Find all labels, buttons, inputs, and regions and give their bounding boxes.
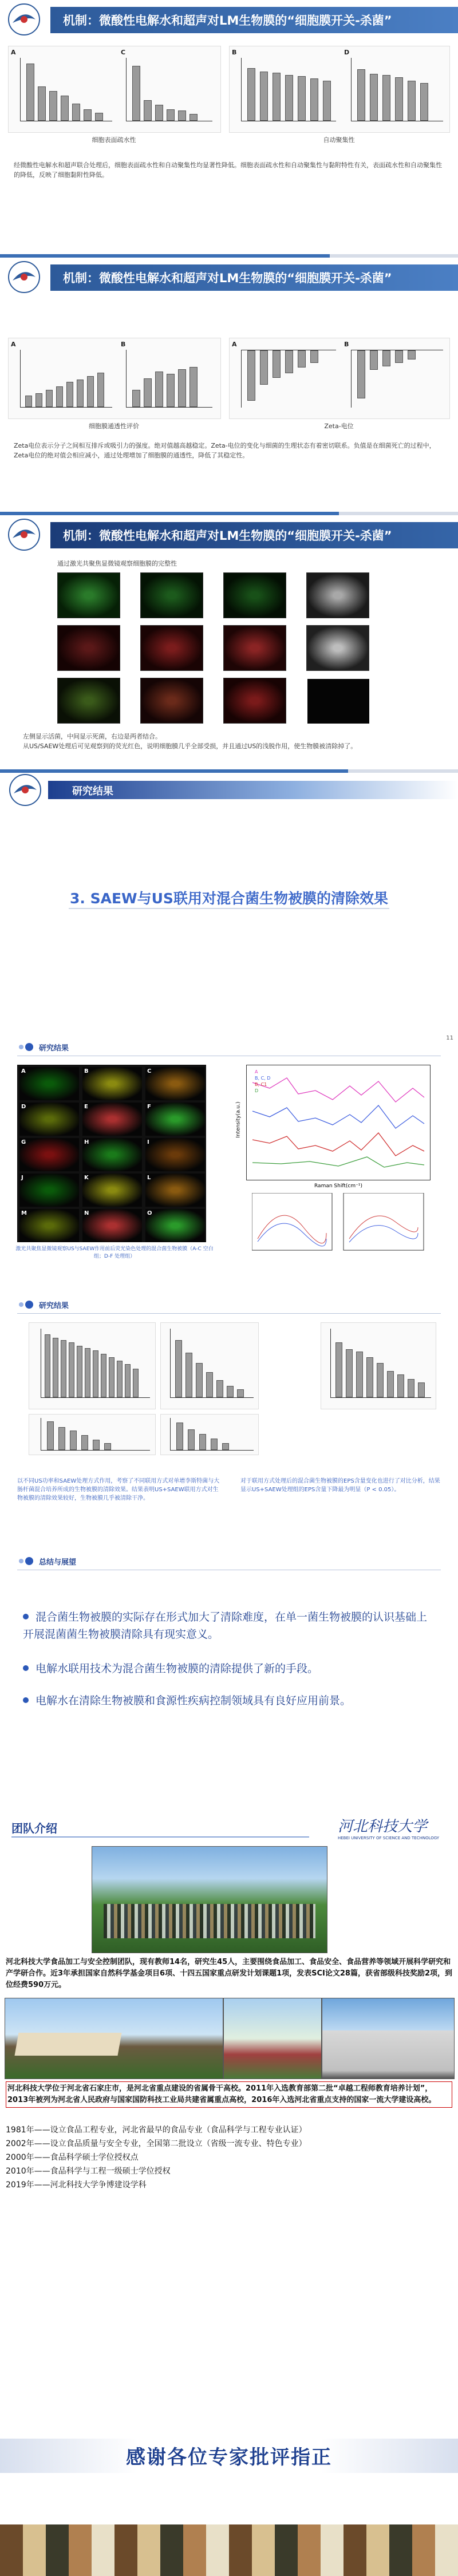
slide-section-results <box>0 773 458 1030</box>
fluor-image <box>82 1174 142 1207</box>
university-description: 河北科技大学位于河北省石家庄市，是河北省重点建设的省属骨干高校。2011年入选教育部第二批“卓越工程师教育培养计划”，2013年被列为河北省人民政府与国家国防科技工业局共建省属重点高校，2016年入选河北省重点支持的国家一流大学建设高校。 <box>6 2081 452 2108</box>
bullet-dot-icon <box>23 1697 29 1703</box>
summary-bullet: 电解水在清除生物被膜和食源性疾病控制领域具有良好应用前景。 <box>23 1692 435 1709</box>
fluor-image-label: M <box>21 1210 27 1216</box>
fluor-image-label: F <box>147 1104 151 1110</box>
fluor-image <box>145 1174 205 1207</box>
section-line <box>11 1836 309 1838</box>
slide-body-text: Zeta电位表示分子之间相互排斥或吸引力的强度。绝对值越高越稳定。Zeta-电位的变化与细菌的生理状态有着密切联系。负值是在细菌死亡的过程中，Zeta电位的绝对值会相应减小，通过处理增加了细胞膜的通透性，降低了其稳定性。 <box>14 442 436 459</box>
section-dot <box>25 1557 33 1565</box>
food-footer-photo <box>0 2524 458 2576</box>
section-title: 研究结果 <box>39 1302 69 1310</box>
slide-body-text: 左侧显示活菌，中间显示死菌，右边是两者结合。 从US/SAEW处理后可见观察到的荧光红色，说明细胞膜几乎全部受损，并且通过US的浅脱作用，使生物膜被清除掉了。 <box>23 733 357 750</box>
confocal-image <box>140 678 203 724</box>
slide-header <box>0 0 458 40</box>
history-item: 1981年——设立食品工程专业，河北省最早的食品专业（食品科学与工程专业认证） <box>6 2125 307 2135</box>
fluor-image-label: L <box>147 1175 151 1181</box>
fluor-image <box>19 1067 79 1100</box>
bars-left <box>20 58 112 121</box>
fluor-image <box>19 1209 79 1242</box>
slide-body-text: 经微酸性电解水和超声联合处理后，细胞表面疏水性和自动聚集性均显著性降低。细胞表面疏水性和自动聚集性与黏附特性有关，表面疏水性和自动聚集性的降低，反映了细胞黏附性降低。 <box>14 161 442 179</box>
chart-removal-1 <box>29 1322 156 1409</box>
team-photo <box>92 1846 327 1953</box>
section-title: 团队介绍 <box>11 1822 57 1835</box>
confocal-image <box>57 625 120 671</box>
caption-removal: 以不同US功率和SAEW处理方式作用，考察了不同联用方式对单增李斯特菌与大肠杆菌混合培养所成的生物被膜的清除效果。结果表明US+SAEW联用方式对生物被膜的清除效果较好，生物被膜几乎被清除干净。 <box>17 1478 220 1502</box>
confocal-image <box>223 625 286 671</box>
confocal-image <box>306 678 370 725</box>
bullet-dot-icon <box>23 1665 29 1671</box>
slide-title: 机制：微酸性电解水和超声对LM生物膜的“细胞膜开关-杀菌” <box>63 529 392 543</box>
fluor-image-label: G <box>21 1139 26 1145</box>
spectrum-lines <box>247 1065 430 1180</box>
fluor-image-label: O <box>147 1210 152 1216</box>
slide-thanks <box>0 2318 458 2576</box>
university-seal-icon <box>6 773 45 807</box>
section-dot <box>25 1043 33 1051</box>
confocal-caption: 通过激光共聚焦显微镜观察细胞膜的完整性 <box>57 560 177 567</box>
heading-underline <box>69 908 389 909</box>
fluor-image <box>82 1067 142 1100</box>
confocal-image <box>223 572 286 618</box>
history-item: 2002年——设立食品质量与安全专业，全国第二批设立（省级一流专业、特色专业） <box>6 2139 307 2148</box>
caption-autoaggregation: 自动聚集性 <box>323 136 355 144</box>
campus-photo-right <box>322 1998 455 2079</box>
slide-header <box>0 515 458 555</box>
slide-mechanism-1 <box>0 0 458 258</box>
slide-summary <box>0 1546 458 1803</box>
slide-title: 机制：微酸性电解水和超声对LM生物膜的“细胞膜开关-杀菌” <box>63 271 392 285</box>
slide-results-removal <box>0 1288 458 1546</box>
bars-left-2 <box>126 58 212 121</box>
bars-right-2 <box>351 58 443 121</box>
confocal-image <box>223 678 286 724</box>
chart-removal-3 <box>29 1414 156 1455</box>
section-title: 研究结果 <box>72 785 113 797</box>
chart-autoaggregation: B D <box>229 46 450 133</box>
confocal-image-grid <box>57 572 401 727</box>
chart-removal-2 <box>160 1322 259 1409</box>
university-seal-icon <box>5 260 44 294</box>
slide-results-confocal <box>0 1030 458 1288</box>
fluor-image-label: C <box>147 1068 152 1074</box>
chart-zeta: A B <box>229 338 450 419</box>
caption-zeta: Zeta-电位 <box>324 422 354 430</box>
team-description: 河北科技大学食品加工与安全控制团队，现有教师14名，研究生45人，主要围绕食品加工、食品安全、食品营养等领域开展科学研究和产学研合作。近3年承担国家自然科学基金项目6项、十四五国家重点研发计划课题1项，发表SCI论文28篇，获省部级科技奖励2项，到位经费590万元。 <box>6 1958 453 1989</box>
chart-permeability: A B <box>8 338 221 419</box>
spectrum-xlabel: Raman Shift(cm⁻¹) <box>314 1183 362 1189</box>
section-dot <box>25 1301 33 1309</box>
thanks-text: 感谢各位专家批评指正 <box>126 2446 332 2469</box>
fluor-image-label: D <box>21 1104 26 1110</box>
confocal-caption: 激光共聚焦显微镜观察US与SAEW作用前后荧光染色处理的混合菌生物被膜（A-C 空白组；D-F 处理组） <box>15 1246 214 1259</box>
fluor-image <box>19 1174 79 1207</box>
slide-mechanism-3 <box>0 515 458 773</box>
fluor-image <box>82 1138 142 1171</box>
section-heading: 3. SAEW与US联用对混合菌生物被膜的清除效果 <box>70 890 388 907</box>
confocal-image <box>140 572 203 618</box>
slide-header <box>0 258 458 298</box>
fluor-image <box>19 1138 79 1171</box>
page-number: 11 <box>446 1035 453 1041</box>
fluor-image <box>145 1138 205 1171</box>
bullet-dot-icon <box>23 1614 29 1619</box>
spectrum-ylabel: Intensity(a.u.) <box>235 1101 242 1138</box>
caption-eps: 对于联用方式处理后的混合菌生物被膜的EPS含量变化也进行了对比分析，结果显示US+SAEW处理组的EPS含量下降最为明显（P < 0.05）。 <box>240 1478 440 1493</box>
section-title: 总结与展望 <box>39 1558 77 1567</box>
raman-spectrum <box>235 1065 431 1189</box>
fluor-image <box>145 1209 205 1242</box>
fluor-image <box>82 1103 142 1136</box>
confocal-image <box>57 572 120 618</box>
caption-permeability: 细胞膜通透性评价 <box>89 422 139 430</box>
fluor-image-label: I <box>147 1139 149 1145</box>
spectrum-legend: A B, C, D B, C1 D <box>255 1069 271 1093</box>
fluor-image <box>145 1103 205 1136</box>
summary-bullet: 混合菌生物被膜的实际存在形式加大了清除难度，在单一菌生物被膜的认识基础上开展混菌菌生物被膜清除具有现实意义。 <box>23 1611 428 1641</box>
history-item: 2000年——食品科学硕士学位授权点 <box>6 2153 139 2162</box>
fluor-image-label: A <box>21 1068 26 1074</box>
slide-mechanism-2 <box>0 258 458 515</box>
fluor-image <box>19 1103 79 1136</box>
chart-eps <box>321 1322 436 1409</box>
fluor-image-label: B <box>84 1068 89 1074</box>
confocal-image <box>306 572 369 618</box>
chart-removal-4 <box>160 1414 259 1455</box>
fluor-image-label: E <box>84 1104 88 1110</box>
fluor-image-label: K <box>84 1175 89 1181</box>
summary-bullet: 电解水联用技术为混合菌生物被膜的清除提供了新的手段。 <box>23 1660 435 1677</box>
fluor-image-label: H <box>84 1139 89 1145</box>
fluor-image-label: J <box>21 1175 23 1181</box>
caption-hydrophobicity: 细胞表面疏水性 <box>92 136 136 144</box>
university-seal-icon <box>5 2 44 37</box>
section-line <box>17 1313 441 1314</box>
university-logo: 河北科技大学 HEBEI UNIVERSITY OF SCIENCE AND TECHNOLOGY <box>338 1818 440 1840</box>
fluor-image <box>82 1209 142 1242</box>
campus-photo-middle <box>223 1998 322 2079</box>
fluor-image <box>145 1067 205 1100</box>
confocal-image <box>306 625 369 671</box>
confocal-image <box>140 625 203 671</box>
spectrum-insets <box>252 1193 429 1256</box>
campus-photo-left <box>5 1998 223 2079</box>
confocal-image <box>57 678 120 724</box>
fluor-grid <box>17 1065 206 1242</box>
bars-right <box>241 58 336 121</box>
chart-hydrophobicity: A C <box>8 46 221 133</box>
fluor-image-label: N <box>84 1210 89 1216</box>
university-seal-icon <box>5 517 44 552</box>
history-item: 2019年——河北科技大学争博建设学科 <box>6 2180 147 2190</box>
slide-team <box>0 1803 458 2318</box>
history-item: 2010年——食品科学与工程一级硕士学位授权 <box>6 2167 171 2176</box>
slide-title: 机制：微酸性电解水和超声对LM生物膜的“细胞膜开关-杀菌” <box>63 14 392 27</box>
section-title: 研究结果 <box>39 1044 69 1053</box>
